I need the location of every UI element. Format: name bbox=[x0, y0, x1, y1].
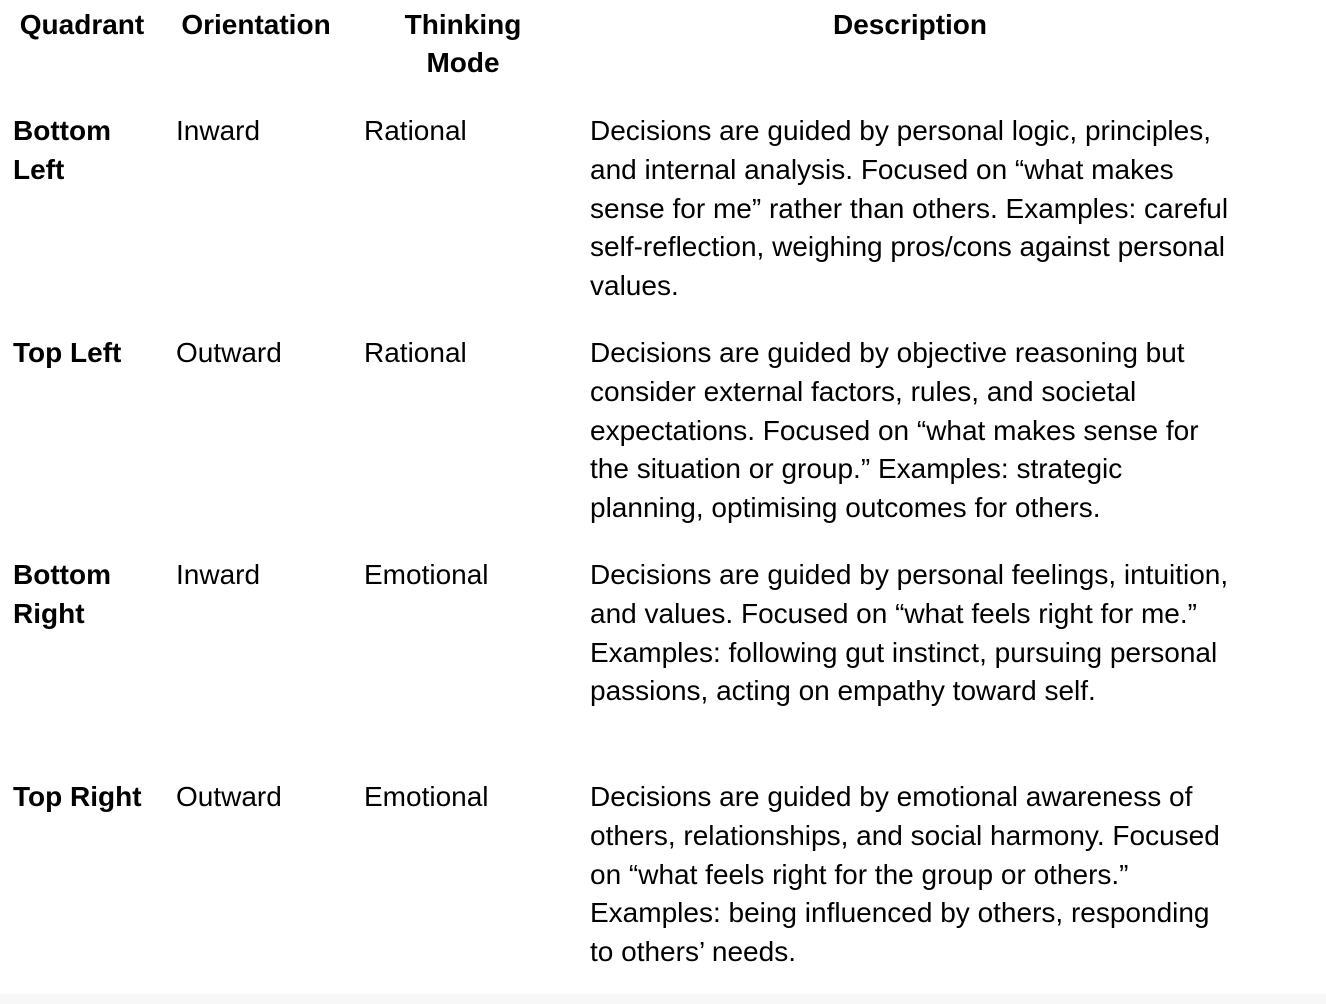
cell-thinking-mode: Emotional bbox=[364, 559, 489, 590]
header-orientation: Orientation bbox=[181, 9, 331, 40]
cell-orientation: Inward bbox=[176, 559, 261, 590]
page-bottom-edge bbox=[0, 994, 1326, 1004]
cell-quadrant: Bottom Right bbox=[13, 559, 111, 629]
header-quadrant: Quadrant bbox=[19, 9, 145, 40]
header-thinking-mode: Thinking Mode bbox=[404, 9, 522, 78]
cell-orientation: Outward bbox=[176, 337, 282, 368]
header-description: Description bbox=[832, 9, 988, 40]
cell-thinking-mode: Rational bbox=[364, 337, 467, 368]
table-header-row bbox=[0, 6, 1326, 86]
cell-description: Decisions are guided by emotional awareness of others, relationships, and social harmony. Focused on “what feels right for the group or others.” Examples: being influenced by others, responding to others’ needs. bbox=[590, 781, 1220, 968]
cell-thinking-mode: Rational bbox=[364, 115, 467, 146]
cell-quadrant: Top Right bbox=[13, 781, 142, 812]
cell-thinking-mode: Emotional bbox=[364, 781, 489, 812]
cell-description: Decisions are guided by objective reasoning but consider external factors, rules, and societal expectations. Focused on “what makes sense for the situation or group.” Examples: strategic planning, optimising outcomes for others. bbox=[590, 337, 1199, 524]
cell-description: Decisions are guided by personal feelings, intuition, and values. Focused on “what feels right for me.” Examples: following gut instinct, pursuing personal passions, acting on empathy toward self. bbox=[590, 559, 1229, 707]
cell-quadrant: Top Left bbox=[13, 337, 122, 368]
cell-orientation: Inward bbox=[176, 115, 261, 146]
cell-quadrant: Bottom Left bbox=[13, 115, 111, 185]
cell-description: Decisions are guided by personal logic, principles, and internal analysis. Focused on “what makes sense for me” rather than others. Examples: careful self-reflection, weighing pros/cons against personal values. bbox=[590, 115, 1229, 302]
cell-orientation: Outward bbox=[176, 781, 282, 812]
